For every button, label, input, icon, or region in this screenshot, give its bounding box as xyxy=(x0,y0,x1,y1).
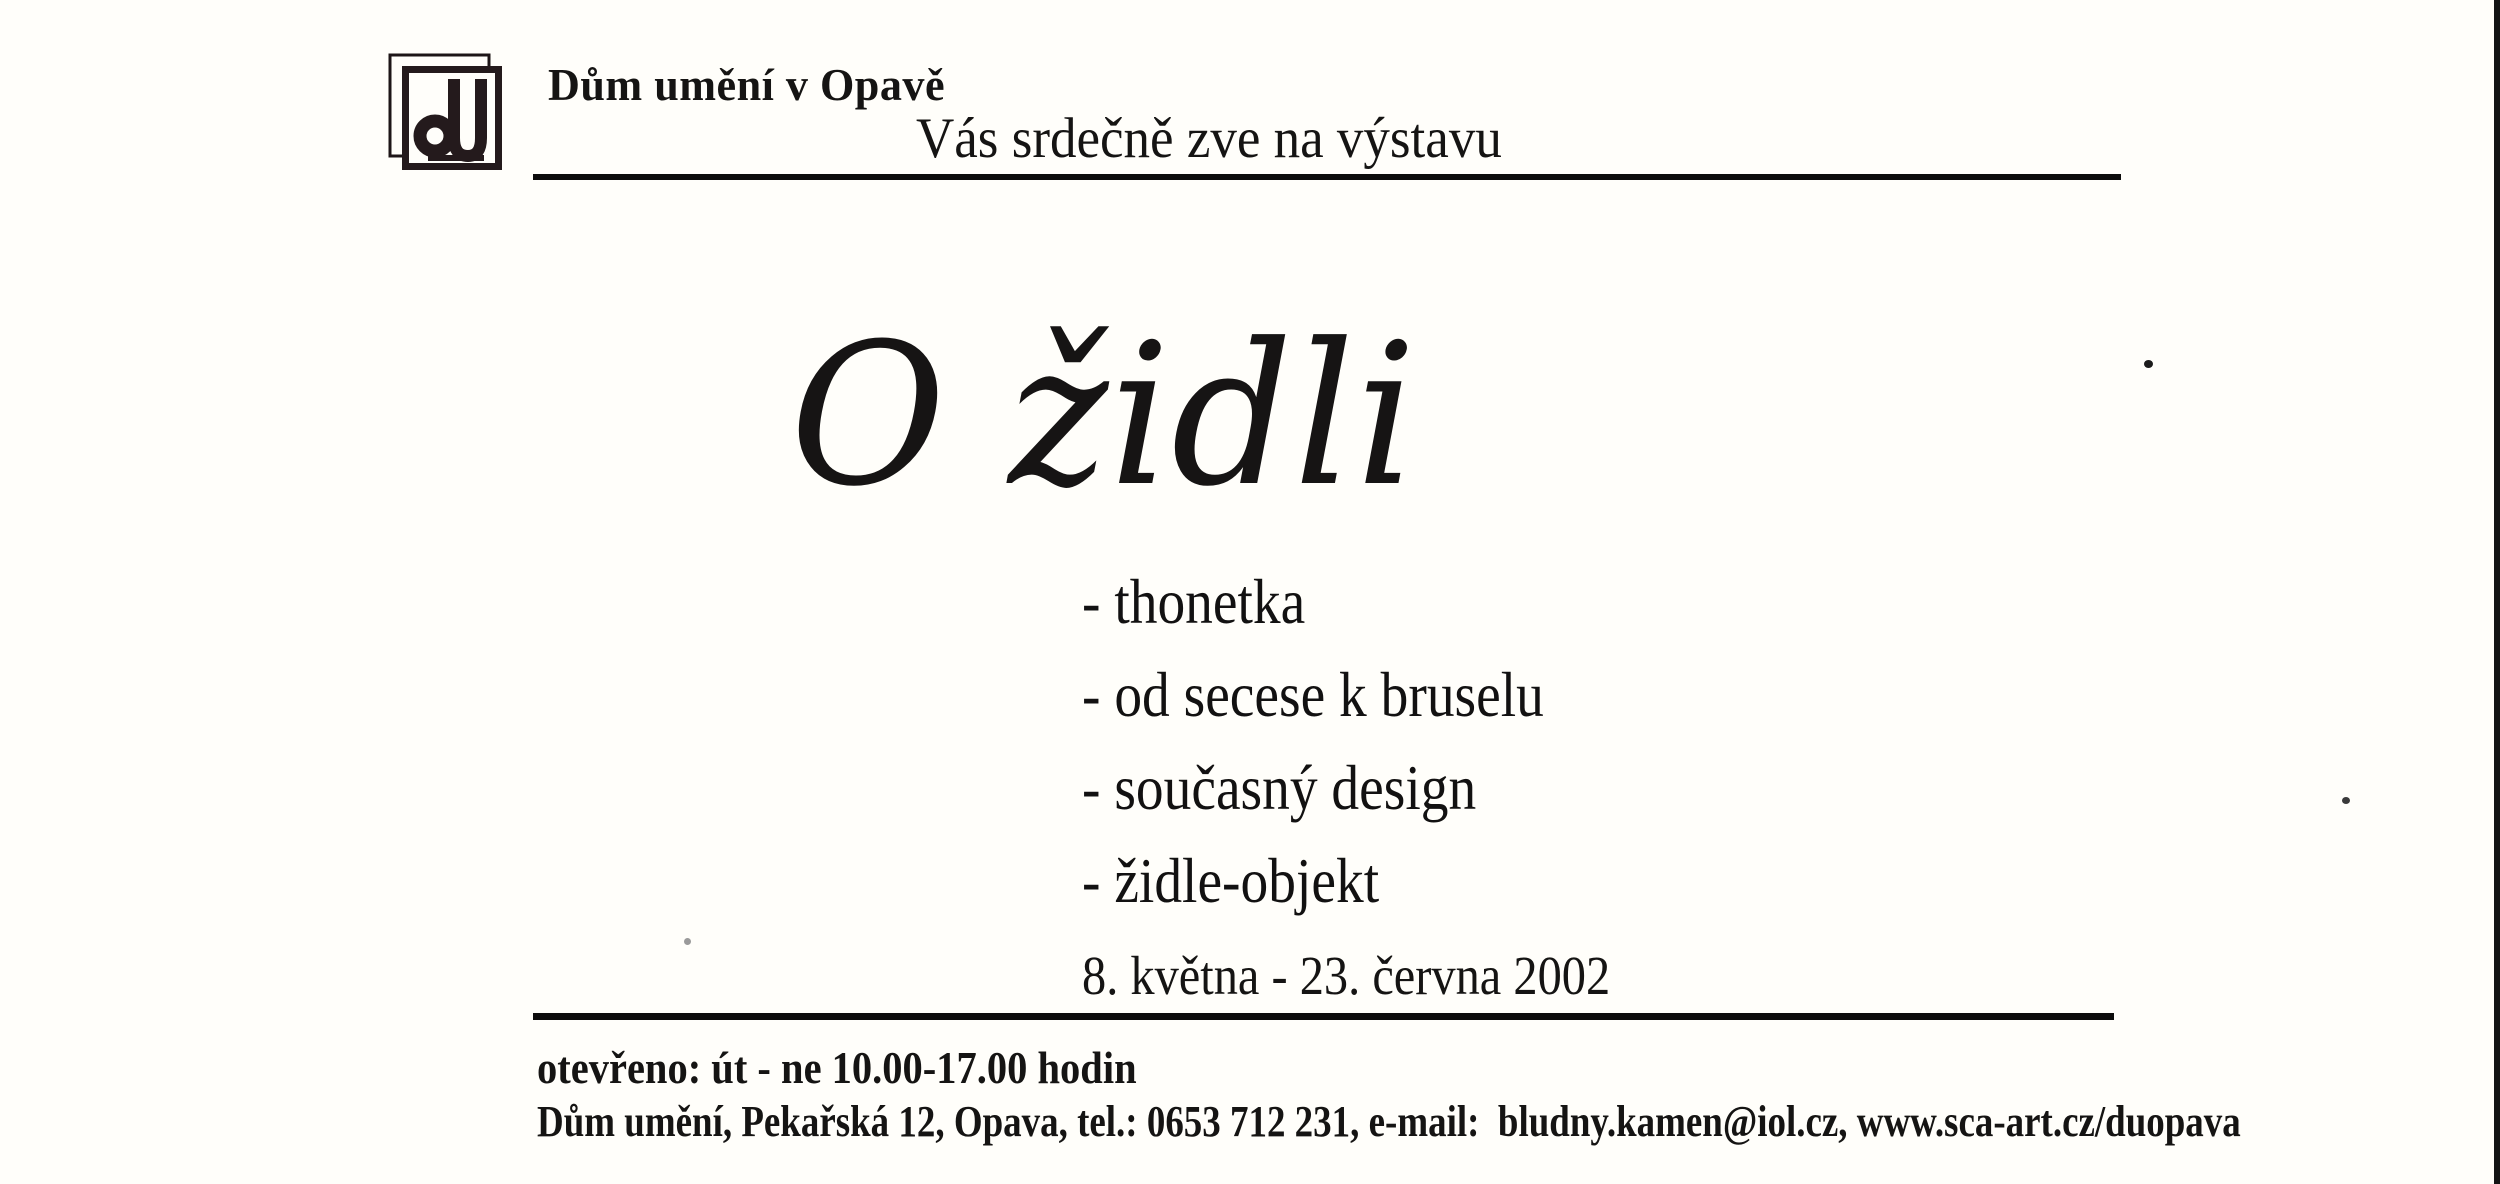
organization-name: Dům umění v Opavě xyxy=(548,59,946,110)
section-item: - židle-objekt xyxy=(1082,846,1380,916)
scan-speck xyxy=(2342,797,2350,804)
bottom-divider-rule xyxy=(533,1013,2114,1020)
contact-address-line: Dům umění, Pekařská 12, Opava, tel.: 0653 712 231, e-mail: bludny.kamen@iol.cz, www.sca-art.cz/duopava xyxy=(537,1097,2241,1146)
scan-speck xyxy=(2144,360,2153,368)
du-monogram-icon xyxy=(388,52,504,172)
top-divider-rule xyxy=(533,174,2121,180)
section-item: - thonetka xyxy=(1082,567,1306,637)
scan-edge-strip xyxy=(2494,0,2500,1184)
invitation-line: Vás srdečně zve na výstavu xyxy=(916,107,1502,170)
section-item: - od secese k bruselu xyxy=(1082,660,1544,730)
opening-hours-line: otevřeno: út - ne 10.00-17.00 hodin xyxy=(537,1043,1137,1093)
scan-speck xyxy=(684,938,691,945)
section-item: - současný design xyxy=(1082,753,1477,823)
exhibition-date-range: 8. května - 23. června 2002 xyxy=(1082,945,1611,1006)
exhibition-section-list xyxy=(1082,556,1544,928)
exhibition-title: O židli xyxy=(790,302,1418,530)
du-logo xyxy=(388,52,504,172)
